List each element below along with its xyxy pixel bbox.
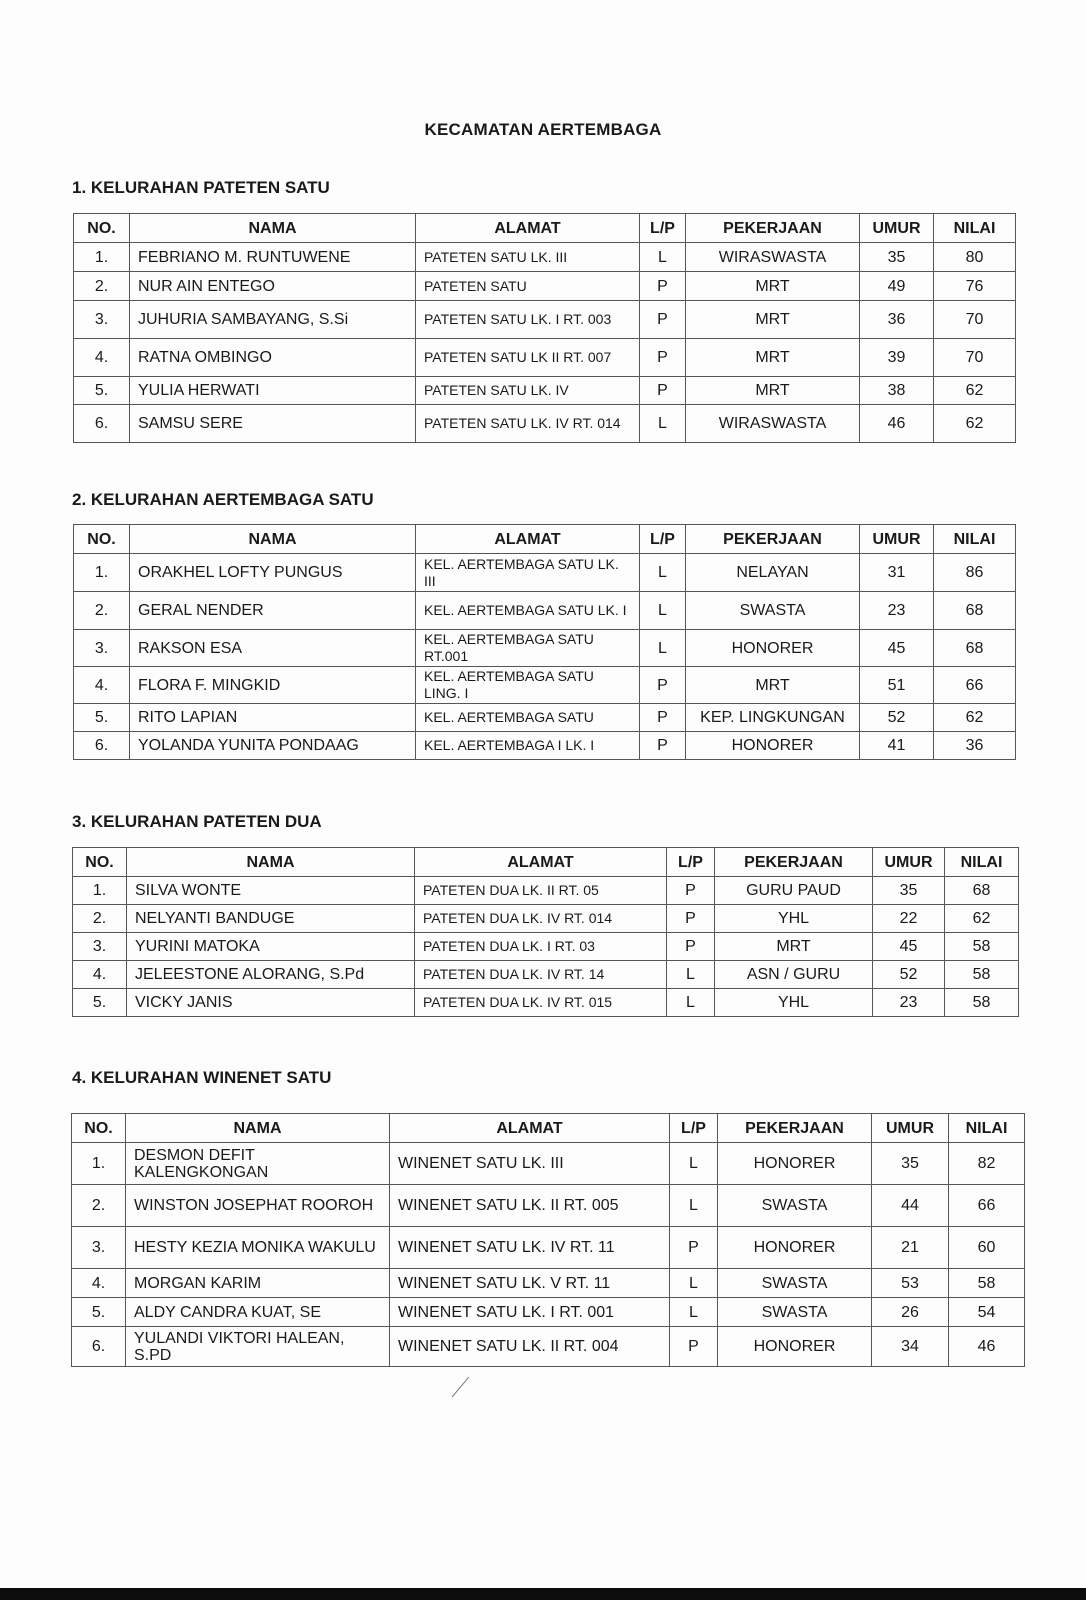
col-header-pekerjaan: PEKERJAAN bbox=[718, 1114, 872, 1143]
cell-pekerjaan: MRT bbox=[686, 301, 860, 339]
cell-no: 2. bbox=[72, 1185, 126, 1227]
cell-alamat: PATETEN DUA LK. IV RT. 014 bbox=[415, 905, 667, 933]
cell-nilai: 62 bbox=[934, 377, 1016, 405]
cell-pekerjaan: YHL bbox=[715, 905, 873, 933]
cell-umur: 45 bbox=[860, 630, 934, 667]
table-aertembaga-satu bbox=[73, 524, 1016, 760]
cell-no: 3. bbox=[72, 1227, 126, 1269]
table-row bbox=[73, 877, 1019, 905]
col-header-lp: L/P bbox=[640, 214, 686, 243]
cell-lp: P bbox=[640, 377, 686, 405]
cell-nama: VICKY JANIS bbox=[127, 989, 415, 1017]
cell-nilai: 58 bbox=[949, 1269, 1025, 1298]
cell-nilai: 62 bbox=[945, 905, 1019, 933]
cell-alamat: PATETEN SATU LK. I RT. 003 bbox=[416, 301, 640, 339]
cell-alamat: KEL. AERTEMBAGA SATU LK. III bbox=[416, 554, 640, 592]
cell-no: 1. bbox=[73, 877, 127, 905]
table-header-row bbox=[73, 848, 1019, 877]
cell-alamat: PATETEN SATU LK. IV bbox=[416, 377, 640, 405]
page-title: KECAMATAN AERTEMBAGA bbox=[424, 120, 662, 139]
table-row bbox=[74, 339, 1016, 377]
cell-nilai: 68 bbox=[945, 877, 1019, 905]
cell-nama: YULIA HERWATI bbox=[130, 377, 416, 405]
cell-no: 1. bbox=[72, 1143, 126, 1185]
cell-lp: L bbox=[640, 554, 686, 592]
cell-lp: L bbox=[667, 989, 715, 1017]
col-header-pekerjaan: PEKERJAAN bbox=[686, 214, 860, 243]
cell-pekerjaan: YHL bbox=[715, 989, 873, 1017]
cell-no: 2. bbox=[74, 592, 130, 630]
cell-nama: YOLANDA YUNITA PONDAAG bbox=[130, 732, 416, 760]
cell-pekerjaan: ASN / GURU bbox=[715, 961, 873, 989]
cell-no: 3. bbox=[74, 301, 130, 339]
cell-nilai: 58 bbox=[945, 961, 1019, 989]
cell-umur: 35 bbox=[873, 877, 945, 905]
table-row bbox=[72, 1327, 1025, 1367]
cell-umur: 38 bbox=[860, 377, 934, 405]
table-row bbox=[72, 1227, 1025, 1269]
cell-nilai: 70 bbox=[934, 339, 1016, 377]
cell-nilai: 66 bbox=[949, 1185, 1025, 1227]
cell-alamat: WINENET SATU LK. II RT. 005 bbox=[390, 1185, 670, 1227]
cell-lp: L bbox=[640, 243, 686, 272]
cell-alamat: PATETEN SATU LK. IV RT. 014 bbox=[416, 405, 640, 443]
cell-pekerjaan: SWASTA bbox=[718, 1298, 872, 1327]
cell-nama: ALDY CANDRA KUAT, SE bbox=[126, 1298, 390, 1327]
table-row bbox=[73, 905, 1019, 933]
cell-nilai: 60 bbox=[949, 1227, 1025, 1269]
cell-nama: DESMON DEFIT KALENGKONGAN bbox=[126, 1143, 390, 1185]
cell-alamat: WINENET SATU LK. II RT. 004 bbox=[390, 1327, 670, 1367]
table-header-row bbox=[72, 1114, 1025, 1143]
cell-no: 4. bbox=[74, 339, 130, 377]
cell-no: 5. bbox=[73, 989, 127, 1017]
cell-nama: JELEESTONE ALORANG, S.Pd bbox=[127, 961, 415, 989]
col-header-lp: L/P bbox=[640, 525, 686, 554]
cell-nilai: 76 bbox=[934, 272, 1016, 301]
table-row bbox=[74, 301, 1016, 339]
table-header-row bbox=[74, 214, 1016, 243]
table-row bbox=[72, 1185, 1025, 1227]
cell-pekerjaan: NELAYAN bbox=[686, 554, 860, 592]
cell-pekerjaan: MRT bbox=[686, 339, 860, 377]
cell-nama: YURINI MATOKA bbox=[127, 933, 415, 961]
col-header-nama: NAMA bbox=[130, 214, 416, 243]
table-row bbox=[74, 592, 1016, 630]
col-header-umur: UMUR bbox=[860, 525, 934, 554]
cell-umur: 52 bbox=[860, 704, 934, 732]
cell-pekerjaan: MRT bbox=[686, 377, 860, 405]
table-row bbox=[74, 554, 1016, 592]
col-header-alamat: ALAMAT bbox=[416, 525, 640, 554]
cell-umur: 23 bbox=[860, 592, 934, 630]
table-pateten-dua bbox=[72, 847, 1019, 1017]
cell-lp: P bbox=[670, 1227, 718, 1269]
cell-nilai: 36 bbox=[934, 732, 1016, 760]
col-header-nilai: NILAI bbox=[949, 1114, 1025, 1143]
cell-nilai: 58 bbox=[945, 989, 1019, 1017]
cell-umur: 23 bbox=[873, 989, 945, 1017]
table-row bbox=[72, 1143, 1025, 1185]
cell-umur: 39 bbox=[860, 339, 934, 377]
cell-lp: P bbox=[670, 1327, 718, 1367]
cell-lp: L bbox=[670, 1269, 718, 1298]
cell-nilai: 62 bbox=[934, 704, 1016, 732]
cell-nilai: 46 bbox=[949, 1327, 1025, 1367]
cell-no: 1. bbox=[74, 554, 130, 592]
cell-nama: GERAL NENDER bbox=[130, 592, 416, 630]
cell-umur: 44 bbox=[872, 1185, 949, 1227]
cell-nama: WINSTON JOSEPHAT ROOROH bbox=[126, 1185, 390, 1227]
scan-border-bottom bbox=[0, 1588, 1086, 1600]
cell-lp: P bbox=[640, 339, 686, 377]
cell-lp: L bbox=[640, 405, 686, 443]
section-heading-pateten-satu: 1. KELURAHAN PATETEN SATU bbox=[72, 178, 330, 197]
col-header-umur: UMUR bbox=[860, 214, 934, 243]
col-header-no: NO. bbox=[72, 1114, 126, 1143]
cell-no: 4. bbox=[72, 1269, 126, 1298]
table-row bbox=[74, 704, 1016, 732]
cell-lp: L bbox=[640, 630, 686, 667]
cell-nilai: 86 bbox=[934, 554, 1016, 592]
cell-lp: L bbox=[670, 1143, 718, 1185]
cell-nilai: 68 bbox=[934, 630, 1016, 667]
cell-umur: 35 bbox=[872, 1143, 949, 1185]
table-row bbox=[74, 405, 1016, 443]
col-header-nilai: NILAI bbox=[934, 214, 1016, 243]
cell-nilai: 62 bbox=[934, 405, 1016, 443]
col-header-no: NO. bbox=[74, 214, 130, 243]
col-header-lp: L/P bbox=[670, 1114, 718, 1143]
col-header-pekerjaan: PEKERJAAN bbox=[715, 848, 873, 877]
cell-alamat: PATETEN SATU LK II RT. 007 bbox=[416, 339, 640, 377]
cell-alamat: PATETEN DUA LK. IV RT. 14 bbox=[415, 961, 667, 989]
cell-no: 6. bbox=[74, 405, 130, 443]
cell-umur: 53 bbox=[872, 1269, 949, 1298]
cell-umur: 35 bbox=[860, 243, 934, 272]
cell-nilai: 58 bbox=[945, 933, 1019, 961]
cell-no: 2. bbox=[74, 272, 130, 301]
cell-no: 1. bbox=[74, 243, 130, 272]
cell-umur: 51 bbox=[860, 667, 934, 704]
col-header-lp: L/P bbox=[667, 848, 715, 877]
cell-nama: NELYANTI BANDUGE bbox=[127, 905, 415, 933]
cell-alamat: KEL. AERTEMBAGA SATU bbox=[416, 704, 640, 732]
cell-umur: 49 bbox=[860, 272, 934, 301]
cell-umur: 46 bbox=[860, 405, 934, 443]
cell-lp: P bbox=[667, 933, 715, 961]
table-winenet-satu bbox=[71, 1113, 1025, 1367]
cell-umur: 21 bbox=[872, 1227, 949, 1269]
cell-pekerjaan: GURU PAUD bbox=[715, 877, 873, 905]
cell-lp: L bbox=[670, 1298, 718, 1327]
col-header-no: NO. bbox=[74, 525, 130, 554]
cell-nama: HESTY KEZIA MONIKA WAKULU bbox=[126, 1227, 390, 1269]
table-row bbox=[72, 1269, 1025, 1298]
cell-nama: NUR AIN ENTEGO bbox=[130, 272, 416, 301]
cell-lp: P bbox=[640, 732, 686, 760]
cell-umur: 26 bbox=[872, 1298, 949, 1327]
cell-nama: RAKSON ESA bbox=[130, 630, 416, 667]
cell-nama: SAMSU SERE bbox=[130, 405, 416, 443]
cell-nama: SILVA WONTE bbox=[127, 877, 415, 905]
table-row bbox=[74, 630, 1016, 667]
cell-alamat: PATETEN DUA LK. IV RT. 015 bbox=[415, 989, 667, 1017]
cell-pekerjaan: HONORER bbox=[718, 1143, 872, 1185]
table-row bbox=[73, 989, 1019, 1017]
cell-umur: 45 bbox=[873, 933, 945, 961]
col-header-nama: NAMA bbox=[130, 525, 416, 554]
cell-pekerjaan: WIRASWASTA bbox=[686, 243, 860, 272]
section-heading-pateten-dua: 3. KELURAHAN PATETEN DUA bbox=[72, 812, 322, 831]
cell-alamat: PATETEN SATU LK. III bbox=[416, 243, 640, 272]
cell-alamat: PATETEN DUA LK. II RT. 05 bbox=[415, 877, 667, 905]
col-header-nilai: NILAI bbox=[945, 848, 1019, 877]
cell-nama: YULANDI VIKTORI HALEAN, S.PD bbox=[126, 1327, 390, 1367]
pen-mark bbox=[452, 1377, 469, 1398]
cell-pekerjaan: SWASTA bbox=[718, 1269, 872, 1298]
table-row bbox=[74, 243, 1016, 272]
cell-alamat: PATETEN DUA LK. I RT. 03 bbox=[415, 933, 667, 961]
table-row bbox=[74, 732, 1016, 760]
cell-alamat: WINENET SATU LK. III bbox=[390, 1143, 670, 1185]
table-row bbox=[73, 961, 1019, 989]
cell-nama: MORGAN KARIM bbox=[126, 1269, 390, 1298]
col-header-nilai: NILAI bbox=[934, 525, 1016, 554]
cell-no: 5. bbox=[74, 704, 130, 732]
cell-alamat: WINENET SATU LK. V RT. 11 bbox=[390, 1269, 670, 1298]
cell-alamat: PATETEN SATU bbox=[416, 272, 640, 301]
col-header-no: NO. bbox=[73, 848, 127, 877]
cell-nilai: 82 bbox=[949, 1143, 1025, 1185]
cell-no: 4. bbox=[73, 961, 127, 989]
cell-lp: L bbox=[640, 592, 686, 630]
cell-pekerjaan: HONORER bbox=[686, 732, 860, 760]
cell-pekerjaan: HONORER bbox=[686, 630, 860, 667]
table-row bbox=[74, 667, 1016, 704]
cell-pekerjaan: SWASTA bbox=[686, 592, 860, 630]
cell-alamat: KEL. AERTEMBAGA I LK. I bbox=[416, 732, 640, 760]
cell-umur: 36 bbox=[860, 301, 934, 339]
cell-no: 5. bbox=[74, 377, 130, 405]
cell-lp: P bbox=[667, 905, 715, 933]
cell-umur: 34 bbox=[872, 1327, 949, 1367]
col-header-alamat: ALAMAT bbox=[416, 214, 640, 243]
col-header-alamat: ALAMAT bbox=[415, 848, 667, 877]
cell-nilai: 54 bbox=[949, 1298, 1025, 1327]
cell-alamat: KEL. AERTEMBAGA SATU RT.001 bbox=[416, 630, 640, 667]
cell-nama: RITO LAPIAN bbox=[130, 704, 416, 732]
col-header-nama: NAMA bbox=[126, 1114, 390, 1143]
col-header-alamat: ALAMAT bbox=[390, 1114, 670, 1143]
col-header-nama: NAMA bbox=[127, 848, 415, 877]
cell-umur: 22 bbox=[873, 905, 945, 933]
cell-pekerjaan: KEP. LINGKUNGAN bbox=[686, 704, 860, 732]
cell-lp: P bbox=[667, 877, 715, 905]
table-pateten-satu bbox=[73, 213, 1016, 443]
cell-no: 6. bbox=[74, 732, 130, 760]
cell-nama: JUHURIA SAMBAYANG, S.Si bbox=[130, 301, 416, 339]
cell-alamat: WINENET SATU LK. I RT. 001 bbox=[390, 1298, 670, 1327]
cell-no: 3. bbox=[73, 933, 127, 961]
col-header-pekerjaan: PEKERJAAN bbox=[686, 525, 860, 554]
cell-lp: P bbox=[640, 301, 686, 339]
cell-alamat: KEL. AERTEMBAGA SATU LING. I bbox=[416, 667, 640, 704]
cell-no: 5. bbox=[72, 1298, 126, 1327]
cell-nilai: 66 bbox=[934, 667, 1016, 704]
table-row bbox=[73, 933, 1019, 961]
cell-nama: FEBRIANO M. RUNTUWENE bbox=[130, 243, 416, 272]
cell-alamat: WINENET SATU LK. IV RT. 11 bbox=[390, 1227, 670, 1269]
cell-lp: P bbox=[640, 272, 686, 301]
cell-nama: RATNA OMBINGO bbox=[130, 339, 416, 377]
cell-umur: 41 bbox=[860, 732, 934, 760]
cell-umur: 31 bbox=[860, 554, 934, 592]
table-header-row bbox=[74, 525, 1016, 554]
cell-no: 4. bbox=[74, 667, 130, 704]
cell-lp: P bbox=[640, 667, 686, 704]
cell-nama: FLORA F. MINGKID bbox=[130, 667, 416, 704]
cell-lp: P bbox=[640, 704, 686, 732]
cell-nilai: 80 bbox=[934, 243, 1016, 272]
cell-pekerjaan: MRT bbox=[686, 667, 860, 704]
cell-umur: 52 bbox=[873, 961, 945, 989]
col-header-umur: UMUR bbox=[872, 1114, 949, 1143]
table-row bbox=[72, 1298, 1025, 1327]
cell-pekerjaan: SWASTA bbox=[718, 1185, 872, 1227]
cell-no: 3. bbox=[74, 630, 130, 667]
cell-nama: ORAKHEL LOFTY PUNGUS bbox=[130, 554, 416, 592]
cell-no: 6. bbox=[72, 1327, 126, 1367]
cell-lp: L bbox=[670, 1185, 718, 1227]
cell-alamat: KEL. AERTEMBAGA SATU LK. I bbox=[416, 592, 640, 630]
cell-pekerjaan: HONORER bbox=[718, 1227, 872, 1269]
col-header-umur: UMUR bbox=[873, 848, 945, 877]
cell-pekerjaan: HONORER bbox=[718, 1327, 872, 1367]
cell-pekerjaan: MRT bbox=[686, 272, 860, 301]
cell-pekerjaan: MRT bbox=[715, 933, 873, 961]
cell-no: 2. bbox=[73, 905, 127, 933]
cell-lp: L bbox=[667, 961, 715, 989]
cell-nilai: 68 bbox=[934, 592, 1016, 630]
table-row bbox=[74, 377, 1016, 405]
section-heading-aertembaga-satu: 2. KELURAHAN AERTEMBAGA SATU bbox=[72, 490, 374, 509]
section-heading-winenet-satu: 4. KELURAHAN WINENET SATU bbox=[72, 1068, 332, 1087]
cell-nilai: 70 bbox=[934, 301, 1016, 339]
table-row bbox=[74, 272, 1016, 301]
cell-pekerjaan: WIRASWASTA bbox=[686, 405, 860, 443]
